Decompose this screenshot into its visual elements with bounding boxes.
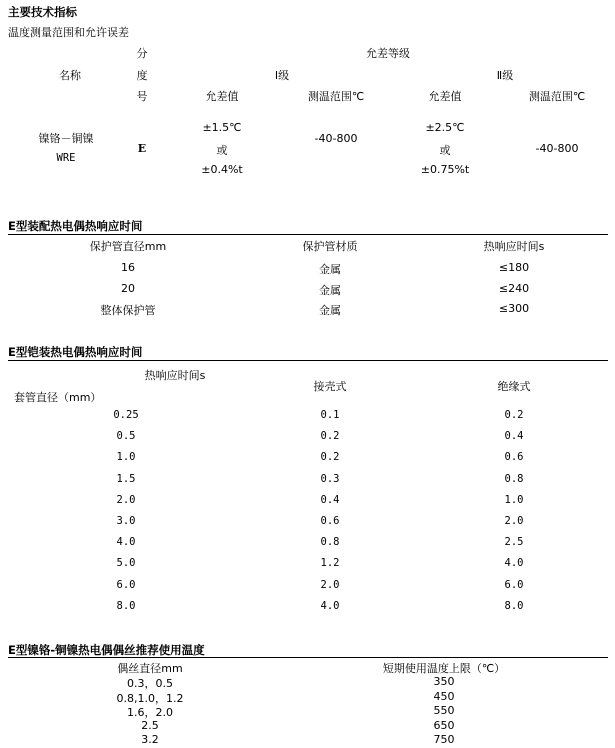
row-tolerance-2c: ±0.75%t — [420, 163, 470, 176]
header-name: 名称 — [59, 69, 81, 82]
s3-insulated: 2.0 — [504, 515, 524, 527]
header-tolerance-2: 允差值 — [428, 90, 462, 103]
row-tolerance-1a: ±1.5℃ — [202, 121, 242, 134]
row-name-line1: 镍铬－铜镍 — [38, 132, 94, 145]
s3-grounded: 0.1 — [320, 409, 340, 421]
s3-header-grounded: 接壳式 — [313, 380, 347, 393]
section2-title: E型装配热电偶热响应时间 — [8, 219, 143, 233]
section4-title: E型镍铬-铜镍热电偶偶丝推荐使用温度 — [8, 643, 205, 657]
s3-grounded: 0.3 — [320, 472, 340, 485]
row-tolerance-2b: 或 — [439, 144, 451, 157]
section1-title: 主要技术指标 — [8, 5, 77, 19]
s3-grounded: 4.0 — [320, 599, 340, 612]
row-range-1: -40-800 — [314, 132, 358, 145]
s3-header-insulated: 绝缘式 — [497, 380, 531, 393]
s4-max-temp: 550 — [433, 704, 455, 718]
header-fen: 分 — [136, 47, 148, 60]
section3-divider — [8, 360, 608, 361]
s3-diameter: 1.5 — [116, 472, 136, 485]
s3-grounded: 0.8 — [320, 536, 340, 549]
s3-insulated: 2.5 — [504, 536, 524, 549]
s3-diameter: 0.25 — [113, 409, 139, 421]
row-tolerance-1b: 或 — [216, 144, 228, 157]
s4-max-temp: 350 — [433, 675, 455, 688]
s3-header-response: 热响应时间s — [144, 369, 206, 382]
row-tolerance-2a: ±2.5℃ — [425, 121, 465, 134]
s3-diameter: 3.0 — [116, 515, 136, 527]
section1-subtitle: 温度测量范围和允许误差 — [8, 26, 129, 39]
s3-insulated: 8.0 — [504, 599, 524, 612]
s3-insulated: 0.2 — [504, 409, 524, 421]
section4-divider — [8, 657, 608, 658]
s4-wire-diameter: 2.5 — [141, 718, 159, 732]
s4-wire-diameter: 3.2 — [141, 733, 159, 747]
s4-header-max-temp: 短期使用温度上限（℃） — [382, 662, 506, 675]
s2-row2-material: 金属 — [319, 284, 341, 297]
header-du: 度 — [136, 69, 148, 82]
s3-grounded: 0.6 — [320, 515, 340, 527]
header-range-2: 测温范围℃ — [528, 90, 586, 103]
s3-insulated: 6.0 — [504, 578, 524, 591]
s2-row1-material: 金属 — [319, 263, 341, 276]
s2-row3-material: 金属 — [319, 304, 341, 317]
s2-header-response: 热响应时间s — [483, 240, 545, 253]
s4-max-temp: 650 — [433, 718, 455, 732]
s3-diameter: 1.0 — [116, 451, 136, 464]
s3-insulated: 4.0 — [504, 557, 524, 570]
s3-insulated: 0.6 — [504, 451, 524, 464]
s4-wire-diameter: 1.6，2.0 — [127, 706, 173, 720]
s2-row2-response: ≤240 — [498, 282, 530, 295]
s3-grounded: 0.2 — [320, 451, 340, 464]
s3-header-diameter: 套管直径（mm） — [14, 391, 102, 404]
section2-divider — [8, 234, 608, 235]
s3-insulated: 1.0 — [504, 493, 524, 506]
s2-header-material: 保护管材质 — [302, 240, 358, 253]
header-grade: 允差等级 — [366, 47, 410, 60]
s4-wire-diameter: 0.3，0.5 — [127, 677, 173, 690]
row-tolerance-1c: ±0.4%t — [201, 163, 243, 176]
s2-row2-diameter: 20 — [121, 282, 135, 295]
s2-row3-diameter: 整体保护管 — [100, 304, 156, 317]
s3-diameter: 5.0 — [116, 557, 136, 570]
s2-row3-response: ≤300 — [498, 302, 530, 315]
row-range-2: -40-800 — [535, 142, 579, 155]
header-tolerance-1: 允差值 — [205, 90, 239, 103]
s3-grounded: 0.2 — [320, 430, 340, 443]
header-hao: 号 — [136, 90, 148, 103]
s4-max-temp: 750 — [433, 733, 455, 747]
s3-diameter: 6.0 — [116, 578, 136, 591]
row-name-line2: WRE — [56, 152, 76, 164]
row-code: E — [137, 142, 147, 155]
header-grade-2: Ⅱ级 — [496, 69, 514, 82]
section3-title: E型铠装热电偶热响应时间 — [8, 345, 143, 359]
s4-max-temp: 450 — [433, 689, 455, 703]
s3-diameter: 0.5 — [116, 430, 136, 443]
s3-diameter: 2.0 — [116, 493, 136, 506]
s2-row1-response: ≤180 — [498, 261, 530, 274]
s3-insulated: 0.8 — [504, 472, 524, 485]
s3-grounded: 1.2 — [320, 557, 340, 570]
s2-row1-diameter: 16 — [121, 261, 135, 274]
s3-diameter: 4.0 — [116, 536, 136, 549]
s3-insulated: 0.4 — [504, 430, 524, 443]
s3-grounded: 2.0 — [320, 578, 340, 591]
s4-header-wire-diameter: 偶丝直径mm — [117, 662, 183, 675]
s3-grounded: 0.4 — [320, 493, 340, 506]
header-range-1: 测温范围℃ — [307, 90, 365, 103]
s4-wire-diameter: 0.8,1.0，1.2 — [116, 691, 184, 705]
s3-diameter: 8.0 — [116, 599, 136, 612]
s2-header-diameter: 保护管直径mm — [89, 240, 167, 253]
header-grade-1: Ⅰ级 — [274, 69, 290, 82]
